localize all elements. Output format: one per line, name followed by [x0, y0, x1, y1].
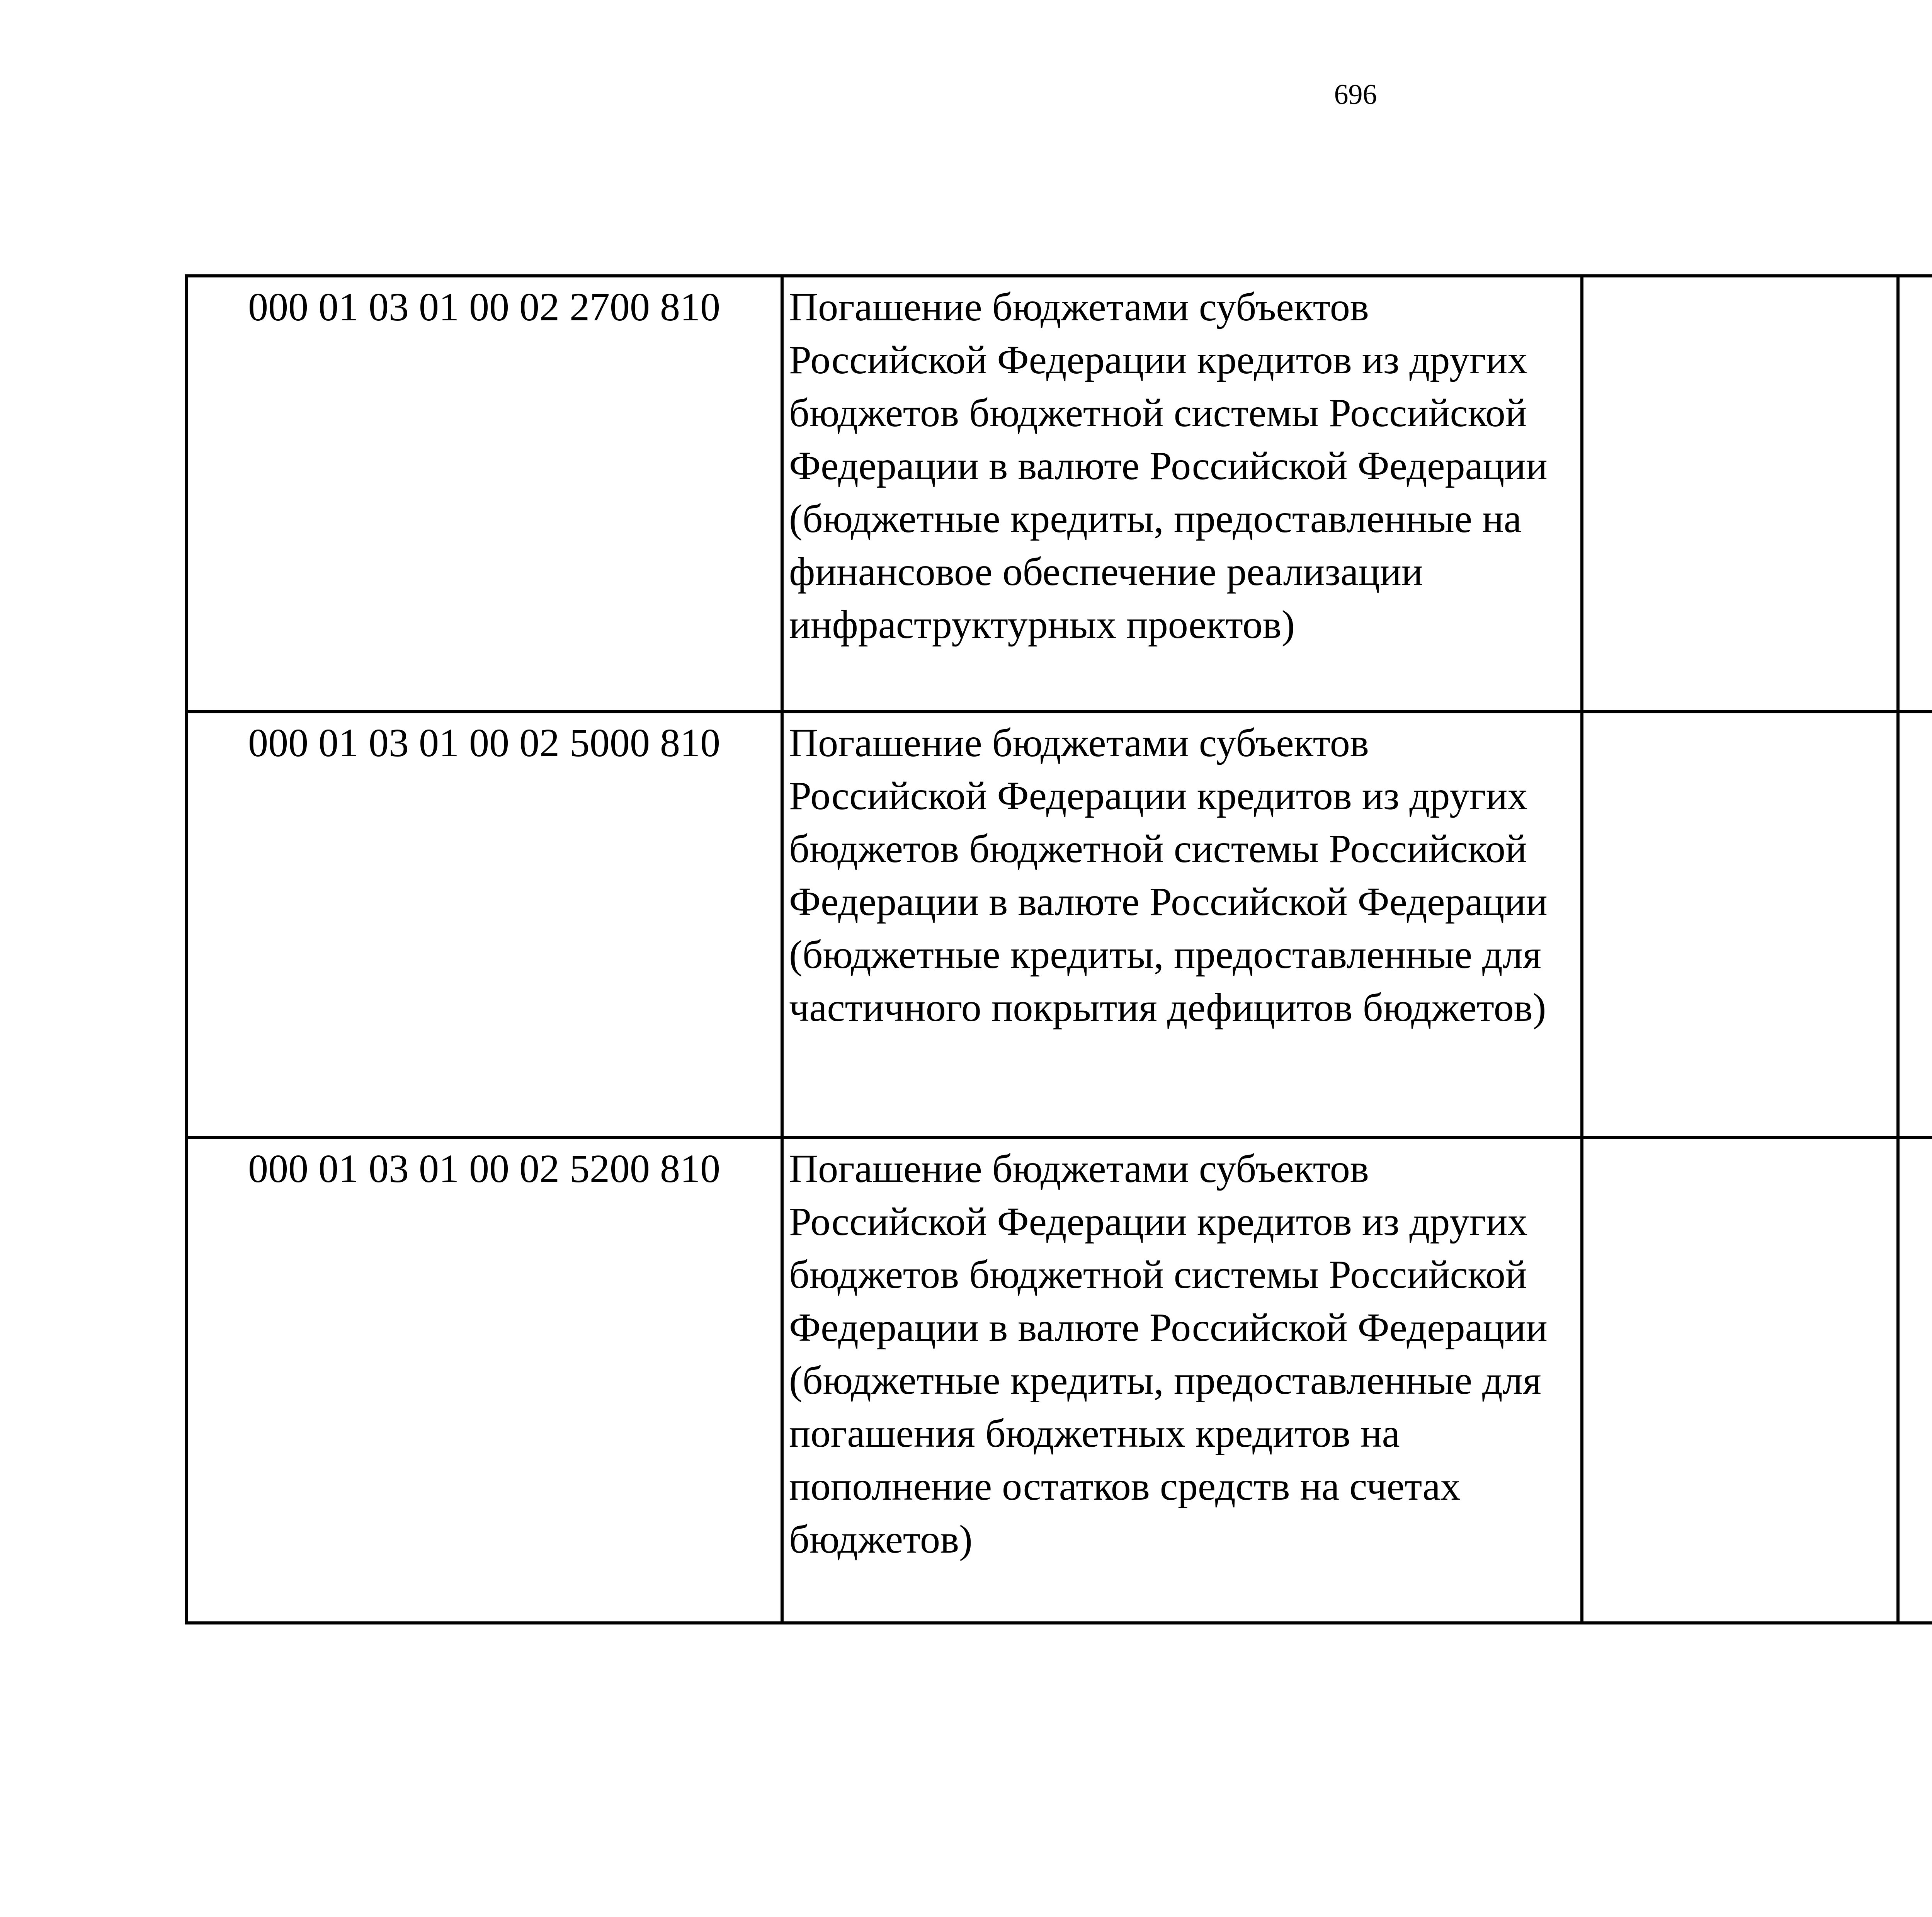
amount-cell-col4 — [1898, 1138, 1932, 1623]
amount-cell-col3 — [1582, 276, 1898, 712]
table-row — [186, 1138, 1932, 1623]
description-cell: Погашение бюджетами субъектов Российской Федерации кредитов из других бюджетов бюджетной системы Российской Федерации в валюте Российской Федерации (бюджетные кредиты, предоставленные для частичного покрытия дефицитов бюджетов) — [782, 712, 1582, 1138]
table-row — [186, 276, 1932, 712]
table-row — [186, 712, 1932, 1138]
description-cell: Погашение бюджетами субъектов Российской Федерации кредитов из других бюджетов бюджетной системы Российской Федерации в валюте Российской Федерации (бюджетные кредиты, предоставленные на финансовое обеспечение реализации инфраструктурных проектов) — [782, 276, 1582, 712]
amount-cell-col4 — [1898, 276, 1932, 712]
amount-cell-col3 — [1582, 1138, 1898, 1623]
budget-table — [185, 274, 1932, 1624]
budget-code-cell: 000 01 03 01 00 02 5000 810 — [186, 712, 782, 1138]
amount-cell-col4 — [1898, 712, 1932, 1138]
budget-code-cell: 000 01 03 01 00 02 2700 810 — [186, 276, 782, 712]
budget-code-cell: 000 01 03 01 00 02 5200 810 — [186, 1138, 782, 1623]
page-number: 696 — [1334, 79, 1377, 111]
amount-cell-col3 — [1582, 712, 1898, 1138]
description-cell: Погашение бюджетами субъектов Российской Федерации кредитов из других бюджетов бюджетной системы Российской Федерации в валюте Российской Федерации (бюджетные кредиты, предоставленные для погашения бюджетных кредитов на пополнение остатков средств на счетах бюджетов) — [782, 1138, 1582, 1623]
